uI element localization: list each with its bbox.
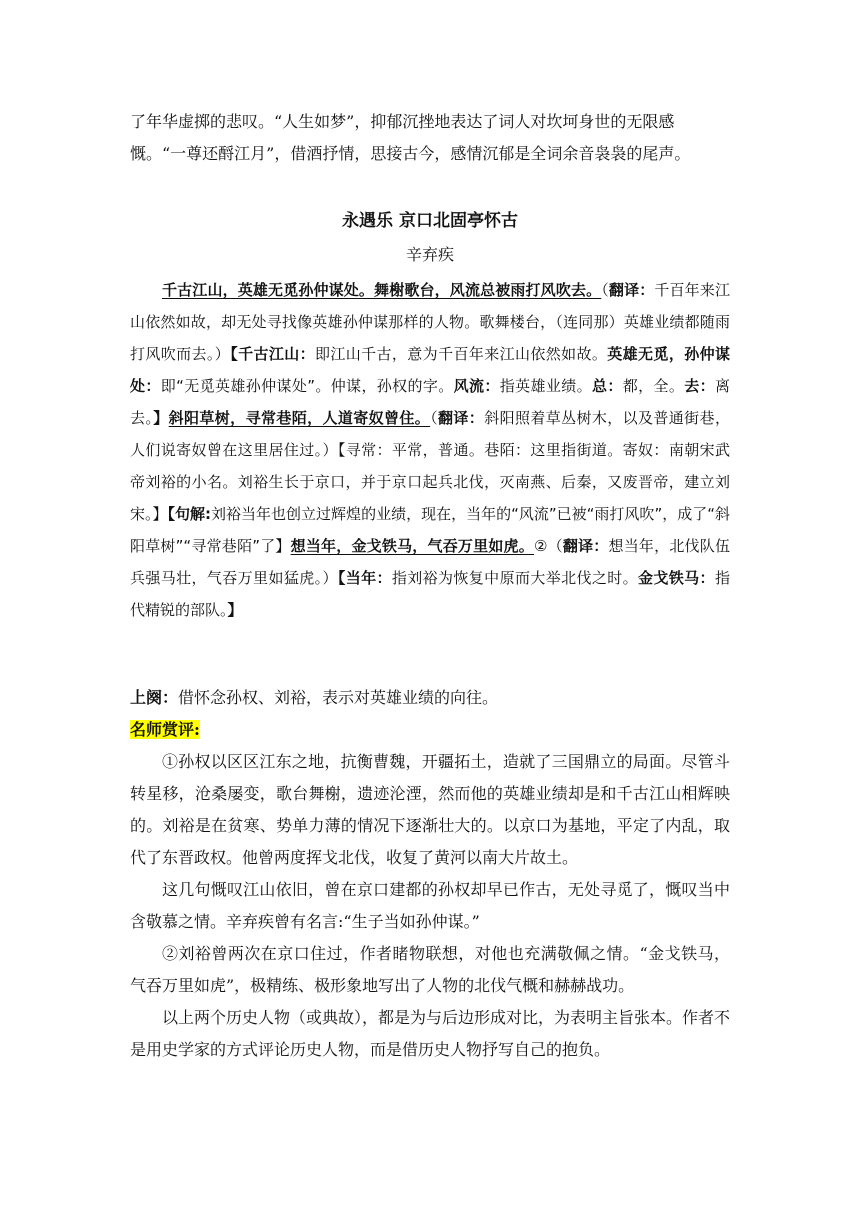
poem-line-2: 斜阳草树，寻常巷陌，人道寄奴曾住。 [168,409,431,427]
annotation-paragraph: 千古江山，英雄无觅孙仲谋处。舞榭歌台，风流总被雨打风吹去。（翻译：千百年来江山依然如故，却无处寻找像英雄孙仲谋那样的人物。歌舞楼台，（连同那）英雄业绩都随雨打风吹而去。）【千古江山：即江山千古，意为千百年来江山依然如故。英雄无觅，孙仲谋处：即“无觅英雄孙仲谋处”。仲谋，孙权的字。风流：指英雄业绩。总：都，全。去：离去。】斜阳草树，寻常巷陌，人道寄奴曾住。（翻译：斜阳照着草丛树木，以及普通街巷，人们说寄奴曾在这里居住过。）【寻常：平常，普通。巷陌：这里指街道。寄奴：南朝宋武帝刘裕的小名。刘裕生长于京口，并于京口起兵北伐，灭南燕、后秦，又废晋帝，建立刘宋。】【句解:刘裕当年也创立过辉煌的业绩，现在，当年的“风流”已被“雨打风吹”，成了“斜阳草树”“寻常巷陌”了】想当年，金戈铁马，气吞万里如虎。②（翻译：想当年，北伐队伍兵强马壮，气吞万里如猛虎。）【当年：指刘裕为恢复中原而大举北伐之时。金戈铁马：指代精锐的部队。】 [130,281,730,619]
translation-label: 翻译： [562,537,609,555]
translation-label: 翻译： [608,281,655,299]
review-paragraph-2: 这几句慨叹江山依旧，曾在京口建都的孙权却早已作古，无处寻觅了，慨叹当中含敬慕之情。辛弃疾曾有名言:“生子当如孙仲谋。” [130,880,730,931]
poem-line-1: 千古江山，英雄无觅孙仲谋处。舞榭歌台，风流总被雨打风吹去。 [162,281,602,299]
poem-author: 辛弃疾 [405,245,454,264]
note-text: 【寻常：平常，普通。巷陌：这里指街道。寄奴：南朝宋武帝刘裕的小名。刘裕生长于京口，并于京口起兵北伐，灭南燕、后秦，又废晋帝，建立刘宋。】 [130,441,730,523]
translation-3: 想当年，北伐队伍兵强马壮，气吞万里如猛虎。） [130,537,730,587]
note-label: 【千古江山： [230,345,315,363]
translation-label: 翻译： [438,409,485,427]
translation-2: 斜阳照着草丛树木，以及普通街巷，人们说寄奴曾在这里居住过。） [130,409,730,459]
review-paragraph-4: 以上两个历史人物（或典故），都是为与后边形成对比，为表明主旨张本。作者不是用史学家的方式评论历史人物，而是借历史人物抒写自己的抱负。 [130,1008,731,1059]
annotation-block [130,274,730,626]
intro-line-1: 了年华虚掷的悲叹。“人生如梦”，抑郁沉挫地表达了词人对坎坷身世的无限感 [130,112,675,131]
note-label: 金戈铁马： [638,569,715,587]
note-label: 英雄无觅，孙仲谋处： [130,345,730,395]
review-section [130,714,730,1066]
upper-stanza-summary [130,682,730,714]
translation-1: 千百年来江山依然如故，却无处寻找像英雄孙仲谋那样的人物。歌舞楼台，（连同那）英雄业绩都随雨打风吹而去。） [130,281,730,363]
intro-line-2: 慨。“一尊还酹江月”，借酒抒情，思接古今，感情沉郁是全词余音袅袅的尾声。 [130,144,691,163]
note-label: 总： [591,377,623,395]
upper-stanza-label: 上阕： [130,688,179,707]
review-paragraph-1: ①孙权以区区江东之地，抗衡曹魏，开疆拓土，造就了三国鼎立的局面。尽管斗转星移，沧桑屡变，歌台舞榭，遗迹沦湮，然而他的英雄业绩却是和千古江山相辉映的。刘裕是在贫寒、势单力薄的情况下逐渐壮大的。以京口为基地，平定了内乱，取代了东晋政权。他曾两度挥戈北伐，收复了黄河以南大片故土。 [130,752,730,867]
intro-paragraph [130,106,730,170]
sentence-explanation-label: 【句解: [167,505,212,523]
review-heading: 名师赏评: [130,720,200,739]
review-paragraph-3: ②刘裕曾两次在京口住过，作者睹物联想，对他也充满敬佩之情。“金戈铁马，气吞万里如虎”，极精练、极形象地写出了人物的北伐气概和赫赫战功。 [130,944,730,995]
sentence-explanation: 刘裕当年也创立过辉煌的业绩，现在，当年的“风流”已被“雨打风吹”，成了“斜阳草树”“寻常巷陌”了】 [130,505,730,555]
note-label: 【当年： [337,569,392,587]
poem-line-3: 想当年，金戈铁马，气吞万里如虎。 [290,537,534,555]
note-label: 风流： [453,377,500,395]
note-label: 去： [684,377,715,395]
poem-title: 永遇乐 京口北固亭怀古 [342,211,518,231]
upper-stanza-text: 借怀念孙权、刘裕，表示对英雄业绩的向往。 [178,688,499,707]
